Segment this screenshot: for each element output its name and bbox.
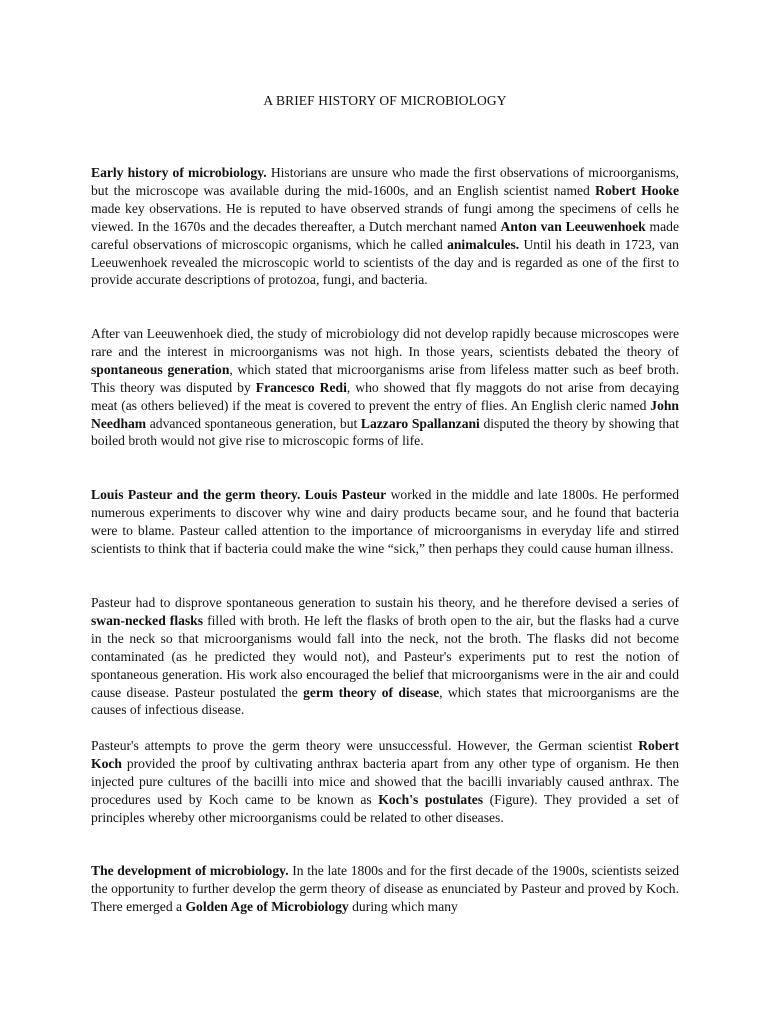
body-text: Pasteur's attempts to prove the germ theory were unsuccessful. However, the German scientist [91, 738, 639, 753]
emphasis: Golden Age of Microbiology [185, 898, 349, 914]
emphasis: Robert Hooke [595, 182, 679, 198]
body-text: , which stated that microorganisms arise from lifeless matter such as beef broth. This theory was disputed by [91, 361, 679, 395]
body-text: made key observations. He is reputed to have observed strands of fungi among the specimens of cells he viewed. In the 1670s and the decades thereafter, a Dutch merchant named [91, 200, 679, 234]
body-text: disputed the theory by showing that boiled broth would not give rise to microscopic forms of life. [91, 415, 679, 449]
emphasis: spontaneous generation [91, 361, 230, 377]
section-heading: Early history of microbiology. [91, 165, 267, 180]
emphasis: animalcules. [447, 236, 520, 252]
body-text: worked in the middle and late 1800s. He performed numerous experiments to discover why wine and dairy products became sour, and he found that bacteria were to blame. Pasteur called attention to the importance of microorganisms in everyday life and stirred scientists to think that if bacteria could make the wine “sick,” then perhaps they could cause human illness. [91, 487, 679, 556]
document-title: A BRIEF HISTORY OF MICROBIOLOGY [263, 93, 507, 108]
body-text: After van Leeuwenhoek died, the study of microbiology did not develop rapidly because microscopes were rare and the interest in microorganisms was not high. In those years, scientists debated the theory of [91, 326, 679, 359]
body-text: Historians are unsure who made the first observations of microorganisms, but the microscope was available during the mid-1600s, and an English scientist named [91, 165, 679, 198]
paragraph-koch-postulates [91, 737, 679, 827]
paragraph-pasteur-germ-theory [91, 486, 679, 558]
body-text: In the late 1800s and for the first decade of the 1900s, scientists seized the opportunity to further develop the germ theory of disease as enunciated by Pasteur and proved by Koch. There emerged a [91, 863, 679, 914]
emphasis: Robert Koch [91, 738, 679, 771]
emphasis: germ theory of disease [303, 684, 440, 700]
body-text: , who showed that fly maggots do not arise from decaying meat (as others believed) if the meat is covered to prevent the entry of flies. An English cleric named [91, 379, 680, 413]
body-text: advanced spontaneous generation, but [146, 415, 361, 431]
emphasis: Francesco Redi [255, 379, 347, 395]
body-text: provided the proof by cultivating anthrax bacteria apart from any other type of organism. He then injected pure cultures of the bacilli into mice and showed that the bacilli invariably caused anthrax. The procedures used by Koch came to be known as [91, 755, 679, 807]
emphasis: Louis Pasteur [304, 487, 387, 502]
section-heading: Louis Pasteur and the germ theory. [91, 487, 301, 502]
emphasis: swan-necked flasks [91, 612, 204, 628]
body-text: during which many [348, 898, 458, 914]
body-text: filled with broth. He left the flasks of broth open to the air, but the flasks had a curve in the neck so that microorganisms would fall into the neck, not the broth. The flasks did not become contaminated (as he predicted they would not), and Pasteur's experiments put to rest the notion of spontaneous generation. His work also encouraged the belief that microorganisms were in the air and could cause disease. Pasteur postulated the [91, 612, 679, 700]
paragraph-development-of-microbiology [91, 862, 679, 916]
emphasis: John Needham [91, 397, 679, 431]
body-text: Pasteur had to disprove spontaneous generation to sustain his theory, and he therefore devised a series of [91, 595, 679, 610]
paragraph-spontaneous-generation [91, 325, 679, 450]
emphasis: Koch's postulates [378, 791, 484, 807]
section-heading: The development of microbiology. [91, 863, 289, 878]
body-text: (Figure). They provided a set of principles whereby other microorganisms could be related to other diseases. [91, 791, 679, 825]
emphasis: Lazzaro Spallanzani [360, 415, 480, 431]
paragraph-early-history [91, 164, 679, 289]
paragraph-swan-necked-flasks [91, 594, 679, 719]
emphasis: Anton van Leeuwenhoek [500, 218, 646, 234]
body-text: , which states that microorganisms are the causes of infectious disease. [91, 684, 679, 718]
body-text: Until his death in 1723, van Leeuwenhoek revealed the microscopic world to scientists of the day and is regarded as one of the first to provide accurate descriptions of protozoa, fungi, and bacteria. [91, 236, 679, 288]
body-text: made careful observations of microscopic organisms, which he called [91, 218, 679, 252]
